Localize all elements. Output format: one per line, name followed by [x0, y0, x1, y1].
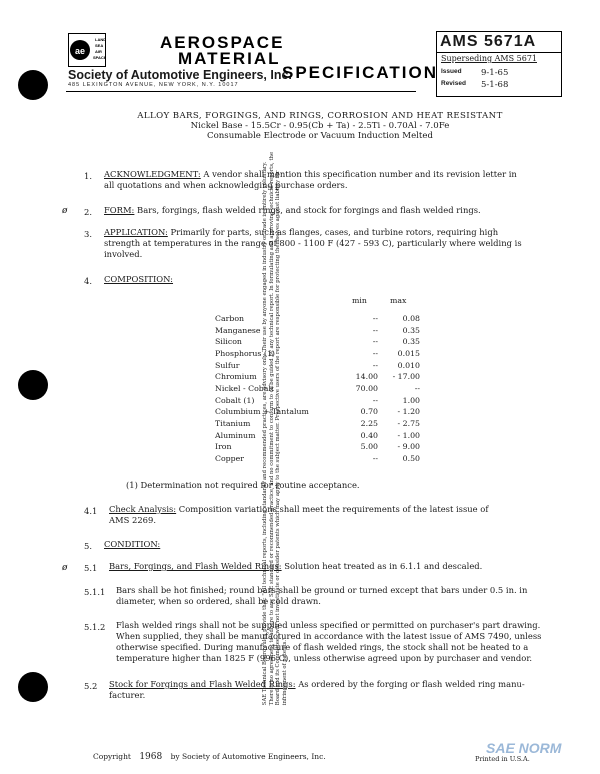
section-number: 5.1.2	[84, 622, 106, 632]
composition-max: - 2.75	[397, 418, 420, 428]
issued-date: 9-1-65	[481, 68, 509, 78]
section-bars-forgings	[109, 561, 482, 573]
composition-element: Chromium	[215, 372, 257, 382]
section-acknowledgment	[104, 169, 517, 181]
composition-element: Columbium + Tantalum	[215, 407, 309, 417]
ams-box-divider	[436, 52, 562, 53]
section-text: temperature higher than 1825 F (996 C), unless otherwise agreed upon by purchaser and vendor.	[116, 653, 533, 663]
section-check-analysis	[109, 504, 488, 516]
section-text: strength at temperatures in the range of 800 - 1100 F (427 - 593 C), particularly where welding is	[104, 238, 522, 248]
composition-footnote: (1) Determination not required for routine acceptance.	[126, 480, 360, 490]
copyright-owner: by Society of Automotive Engineers, Inc.	[170, 752, 326, 761]
section-text: Primarily for parts, such as flanges, cases, and turbine rotors, requiring high	[167, 227, 499, 237]
composition-max: 1.00	[402, 395, 420, 405]
composition-min: 5.00	[360, 442, 378, 452]
composition-max: - 1.20	[397, 407, 420, 417]
composition-min: --	[372, 360, 378, 370]
composition-max: 0.35	[402, 337, 420, 347]
revision-mark: ø	[62, 206, 68, 216]
section-text: Composition variations shall meet the requirements of the latest issue of	[176, 504, 489, 514]
section-form	[104, 205, 481, 217]
sae-norm-watermark: SAE NORM	[486, 740, 562, 756]
side-disclaimer: SAE Technical Board rules provide that: "All technical reports, including standards and recommended practices, are advisory only. Their use by anyone engaged in industry or trade is entirely voluntary. There is no agreement to adhere to any SAE standard or recommended practice, and no commitment to conform to or be guided by any technical report. In formulating and approving technical reports, the Board and its Committees will not investigate or consider patents which may apply to the subject matter. Prospective users of the report are responsible for protecting themselves against liability for infringement of patents."	[261, 151, 288, 706]
composition-max: 0.35	[402, 325, 420, 335]
society-name: Society of Automotive Engineers, Inc.	[68, 68, 292, 82]
section-heading: Stock for Forgings and Flash Welded Rings:	[109, 679, 296, 689]
spec-melt-method: Consumable Electrode or Vacuum Induction Melted	[207, 131, 433, 141]
copyright-year: 1968	[139, 752, 163, 762]
composition-element: Nickel - Cobalt	[215, 383, 275, 393]
punch-hole-top	[18, 70, 48, 100]
section-text: facturer.	[109, 690, 146, 700]
composition-min: 0.40	[360, 430, 378, 440]
spec-subtitle: Nickel Base - 15.5Cr - 0.95(Cb + Ta) - 2.5Ti - 0.70Al - 7.0Fe	[190, 121, 450, 131]
composition-min: --	[372, 314, 378, 323]
composition-max: 0.50	[402, 453, 420, 463]
composition-header-max: max	[390, 296, 407, 305]
section-number: 2.	[84, 207, 92, 217]
copyright-label: Copyright	[93, 752, 131, 761]
revision-mark: ø	[62, 563, 68, 573]
svg-text:SPACE: SPACE	[93, 55, 106, 60]
section-text: Flash welded rings shall not be supplied unless specified or permitted on purchaser's part drawing.	[116, 620, 541, 630]
section-number: 3.	[84, 229, 92, 239]
composition-max: - 1.00	[397, 430, 420, 440]
composition-min: --	[372, 337, 378, 347]
composition-max: 0.08	[402, 314, 420, 323]
composition-element: Titanium	[215, 418, 251, 428]
svg-text:SEA: SEA	[95, 43, 104, 48]
composition-element: Aluminum	[215, 430, 256, 440]
section-number: 5.	[84, 541, 92, 551]
section-heading: FORM:	[104, 205, 135, 215]
composition-max: - 9.00	[397, 442, 420, 452]
superseding-note: Superseding AMS 5671	[441, 54, 537, 63]
composition-min: 2.25	[360, 418, 378, 428]
revised-date: 5-1-68	[481, 80, 509, 90]
composition-min: --	[372, 395, 378, 405]
section-text: Bars shall be hot finished; round bars shall be ground or turned except that bars under 0.5 in. in	[116, 585, 528, 595]
punch-hole-bottom	[18, 672, 48, 702]
sae-logo	[68, 33, 106, 67]
section-text: AMS 2269.	[109, 515, 156, 525]
composition-min: 14.00	[355, 372, 378, 382]
section-text: Solution heat treated as in 6.1.1 and descaled.	[281, 561, 483, 571]
composition-element: Copper	[215, 453, 244, 463]
svg-text:AIR: AIR	[95, 49, 102, 54]
section-text: Bars, forgings, flash welded rings, and stock for forgings and flash welded rings.	[134, 205, 481, 215]
composition-min: --	[372, 325, 378, 335]
section-text: A vendor shall mention this specification number and its revision letter in	[200, 169, 517, 179]
composition-header-min: min	[352, 296, 367, 305]
composition-element: Carbon	[215, 314, 245, 323]
spec-title: ALLOY BARS, FORGINGS, AND RINGS, CORROSION AND HEAT RESISTANT	[137, 111, 503, 121]
section-text: all quotations and when acknowledging purchase orders.	[104, 180, 348, 190]
section-heading: ACKNOWLEDGMENT:	[104, 169, 201, 179]
composition-element: Silicon	[215, 337, 242, 347]
composition-max: 0.015	[397, 348, 420, 358]
composition-element: Sulfur	[215, 360, 240, 370]
composition-element: Phosphorus (1)	[215, 348, 275, 358]
section-number: 5.2	[84, 681, 98, 691]
section-text: As ordered by the forging or flash welded ring manu-	[295, 679, 525, 689]
section-text: involved.	[104, 249, 143, 259]
section-heading: COMPOSITION:	[104, 274, 174, 284]
section-application	[104, 227, 498, 239]
section-text: When supplied, they shall be manufactured in accordance with the latest issue of AMS 7490, unless	[116, 631, 542, 641]
composition-element: Iron	[215, 442, 232, 452]
composition-min: 0.70	[360, 407, 378, 417]
society-address: 485 LEXINGTON AVENUE, NEW YORK, N.Y. 10017	[68, 82, 239, 88]
section-heading: APPLICATION:	[104, 227, 168, 237]
svg-text:LAND: LAND	[95, 37, 106, 42]
section-number: 4.	[84, 276, 92, 286]
punch-hole-middle	[18, 370, 48, 400]
section-heading: Bars, Forgings, and Flash Welded Rings:	[109, 561, 282, 571]
revised-label: Revised	[441, 80, 466, 87]
section-number: 5.1.1	[84, 587, 106, 597]
section-text: diameter, when so ordered, shall be cold drawn.	[116, 596, 321, 606]
section-stock	[109, 679, 525, 691]
section-number: 1.	[84, 171, 92, 181]
header-title-aerospace: AEROSPACE	[160, 33, 285, 52]
composition-min: --	[372, 348, 378, 358]
composition-element: Cobalt (1)	[215, 395, 255, 405]
printed-in: Printed in U.S.A.	[475, 755, 530, 763]
composition-element: Manganese	[215, 325, 261, 335]
ams-number: AMS 5671A	[440, 33, 537, 50]
header-title-material: MATERIAL	[178, 49, 281, 68]
issued-label: Issued	[441, 68, 462, 75]
copyright-line	[93, 752, 326, 762]
header-title-specification: SPECIFICATION	[282, 63, 439, 82]
composition-min: 70.00	[355, 383, 378, 393]
section-text: otherwise specified. During manufacture of flash welded rings, the stock shall not be heated to a	[116, 642, 529, 652]
section-heading: CONDITION:	[104, 539, 161, 549]
section-number: 5.1	[84, 563, 98, 573]
header-divider	[66, 91, 416, 92]
composition-max: --	[414, 383, 420, 393]
section-number: 4.1	[84, 506, 98, 516]
composition-min: --	[372, 453, 378, 463]
composition-max: 0.010	[397, 360, 420, 370]
composition-max: - 17.00	[392, 372, 420, 382]
svg-text:ae: ae	[74, 46, 86, 56]
section-heading: Check Analysis:	[109, 504, 177, 514]
